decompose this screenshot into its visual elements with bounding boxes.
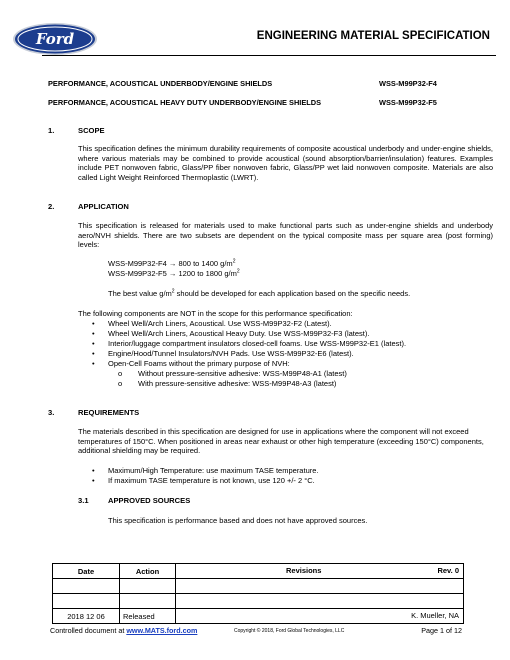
subsection-number: 3.1	[78, 496, 89, 505]
section-title-scope: SCOPE	[78, 126, 105, 135]
list-item: • Interior/luggage compartment insulators closed-cell foams. Use WSS-M99P32-E1 (latest).	[92, 339, 407, 348]
scope-paragraph: This specification defines the minimum durability requirements of composite acoustical underbody and under-engine shields, where various materials may be combined to provide acoustical (sound absorption/barrier/insulation) features. Examples include PET nonwoven fabric, Glass/PP fiber nonwoven fabric, Glass/PP wet laid nonwoven composite. Materials are also called Light Weight Reinforced Thermoplastic (LWRT).	[78, 144, 493, 182]
section-title-requirements: REQUIREMENTS	[78, 408, 140, 417]
row-author: K. Mueller, NA	[411, 611, 459, 620]
header-rev: Rev. 0	[437, 566, 459, 575]
list-item: • Open-Cell Foams without the primary purpose of NVH:	[92, 359, 290, 368]
approved-sources-text: This specification is performance based and does not have approved sources.	[108, 516, 368, 525]
row-date: 2018 12 06	[53, 609, 120, 624]
section-number: 3.	[48, 408, 55, 417]
table-header-row	[53, 564, 464, 579]
revision-table	[52, 563, 464, 624]
header-rule	[42, 55, 496, 56]
spec-name: PERFORMANCE, ACOUSTICAL HEAVY DUTY UNDERBODY/ENGINE SHIELDS	[48, 98, 322, 107]
list-item: • Engine/Hood/Tunnel Insulators/NVH Pads. Use WSS-M99P32-E6 (latest).	[92, 349, 354, 358]
mass-level-f4: WSS-M99P32-F4 → 800 to 1400 $g/m^2$	[108, 258, 236, 268]
header-revisions: Revisions Rev. 0	[176, 564, 464, 579]
list-item: • Wheel Well/Arch Liners, Acoustical. Use WSS-M99P32-F2 (Latest).	[92, 319, 332, 328]
sub-list-item: o Without pressure-sensitive adhesive: WSS-M99P48-A1 (latest)	[118, 369, 347, 378]
section-number: 2.	[48, 202, 55, 211]
table-row	[53, 594, 464, 609]
logo-text: Ford	[35, 30, 75, 48]
spec-name: PERFORMANCE, ACOUSTICAL UNDERBODY/ENGINE SHIELDS	[48, 79, 273, 88]
list-item: • If maximum TASE temperature is not known, use 120 +/- 2 °C.	[92, 476, 315, 485]
spec-code: WSS-M99P32-F4	[379, 79, 437, 88]
header-date: Date	[53, 564, 120, 579]
mass-level-f5: WSS-M99P32-F5 → 1200 to 1800 $g/m^2$	[108, 268, 240, 278]
list-item: • Maximum/High Temperature: use maximum TASE temperature.	[92, 466, 319, 475]
section-title-application: APPLICATION	[78, 202, 129, 211]
header-action: Action	[120, 564, 176, 579]
spec-code: WSS-M99P32-F5	[379, 98, 437, 107]
footer-copyright: Copyright © 2018, Ford Global Technologies, LLC	[234, 628, 345, 634]
document-title: ENGINEERING MATERIAL SPECIFICATION	[256, 30, 490, 42]
application-paragraph: This specification is released for materials used to make functional parts such as under-engine shields and underbody aero/NVH shields. There are two subsets are dependent on the typical composite mass per square area (post forming) levels:	[78, 221, 493, 250]
footer-controlled: Controlled document at www.MATS.ford.com	[50, 626, 198, 635]
section-number: 1.	[48, 126, 55, 135]
ford-logo	[12, 22, 98, 56]
subsection-title-approved-sources: APPROVED SOURCES	[108, 496, 191, 505]
row-revisions	[176, 609, 464, 624]
requirements-paragraph: The materials described in this specification are designed for use in applications where the component will not exceed temperatures of 150°C. When positioned in areas near exhaust or other high temperature (exceeding 150°C) components, additional shielding may be required.	[78, 427, 484, 456]
table-row	[53, 579, 464, 594]
mats-link[interactable]: www.MATS.ford.com	[126, 626, 198, 635]
list-item: • Wheel Well/Arch Liners, Acoustical Heavy Duty. Use WSS-M99P32-F3 (latest).	[92, 329, 370, 338]
table-row	[53, 609, 464, 624]
row-action: Released	[120, 609, 176, 624]
footer-page-number: Page 1 of 12	[421, 626, 462, 635]
best-value-note: The best value $g/m^2$ should be developed for each application based on the specific needs.	[108, 288, 411, 298]
not-in-scope-intro: The following components are NOT in the scope for this performance specification:	[78, 309, 353, 318]
sub-list-item: o With pressure-sensitive adhesive: WSS-M99P48-A3 (latest)	[118, 379, 337, 388]
